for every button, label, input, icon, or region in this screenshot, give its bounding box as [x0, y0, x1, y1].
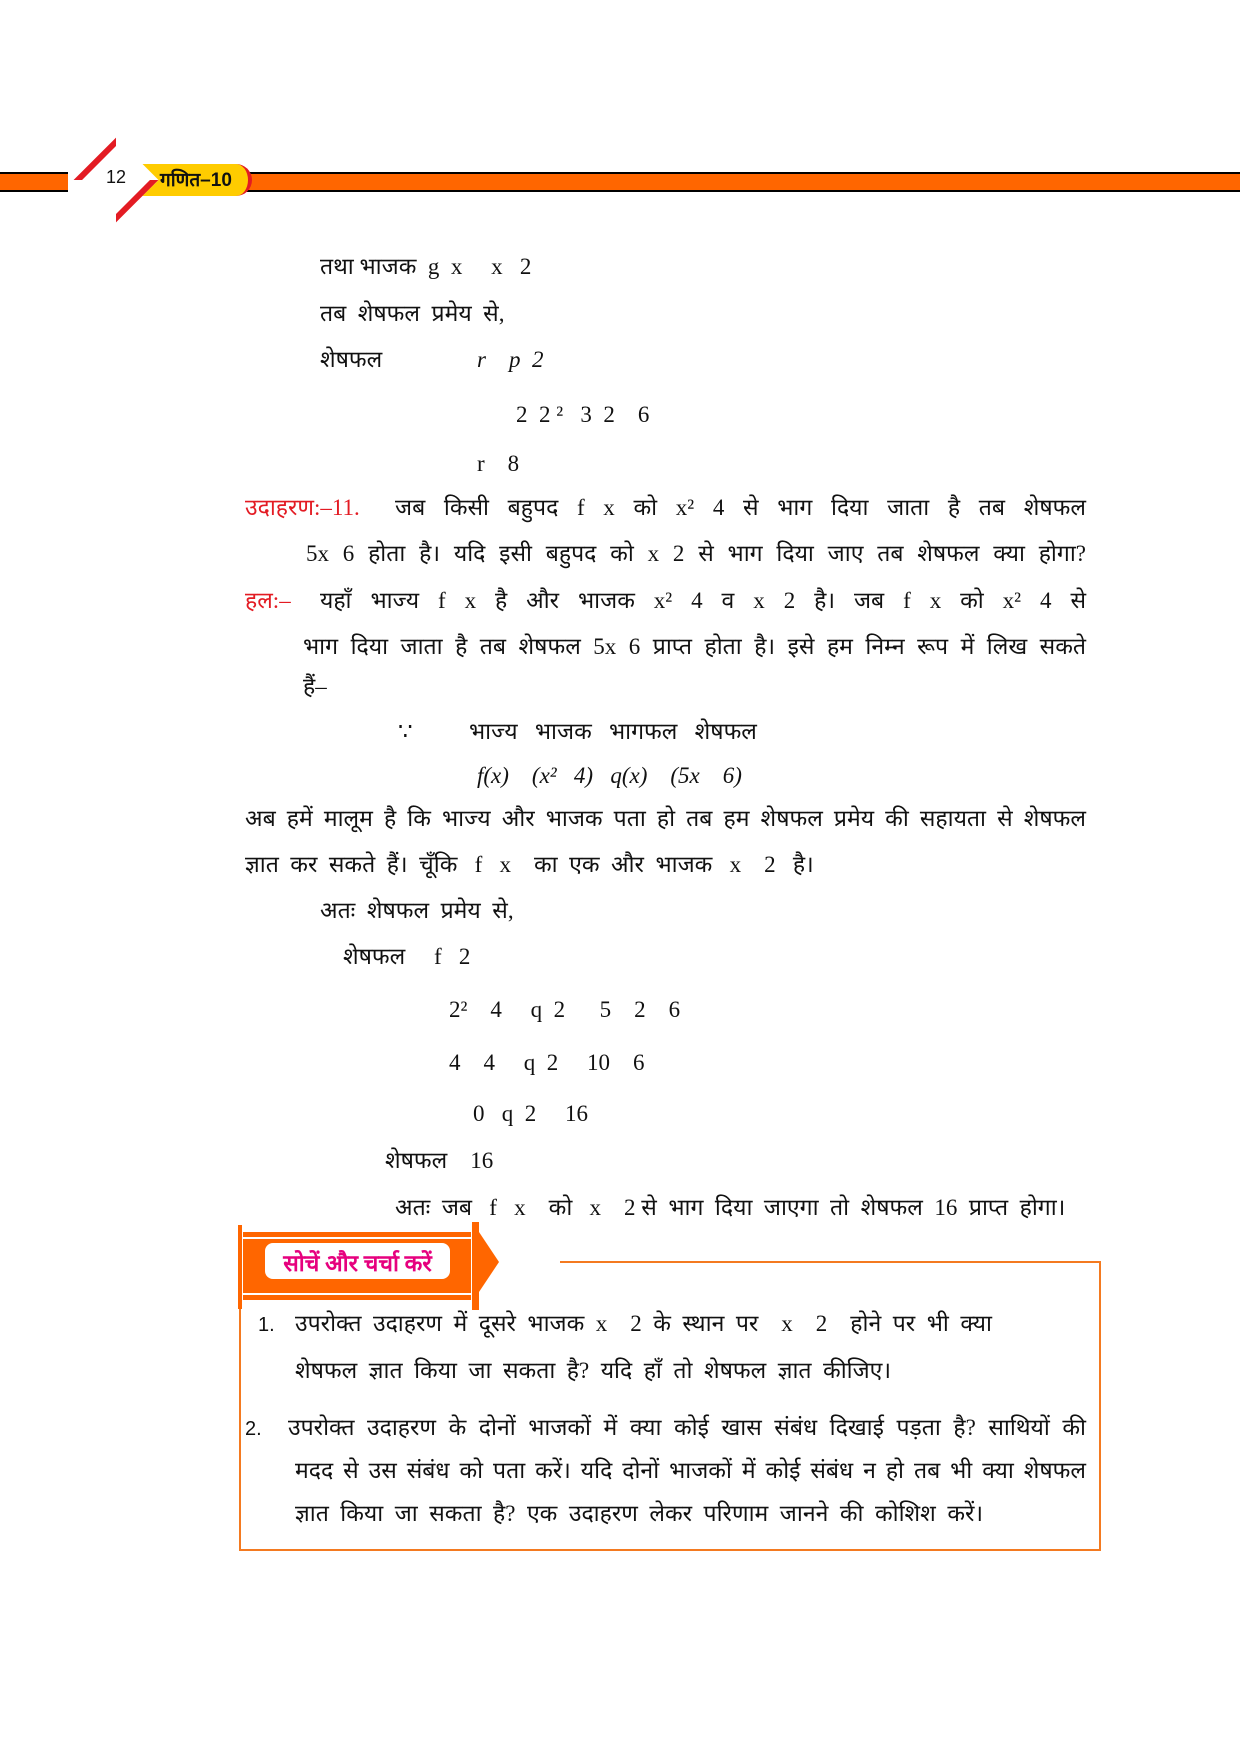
math-line: 4 4 q 2 10 6 [449, 1050, 645, 1075]
item-line: ज्ञात किया जा सकता है? एक उदाहरण लेकर परिणाम जानने की कोशिश करें। [295, 1501, 984, 1526]
arrow-icon [479, 1232, 499, 1292]
item-number: 1. [258, 1314, 275, 1336]
math-line: f(x) (x² 4) q(x) (5x 6) [477, 763, 742, 788]
math-line: 2² 4 q 2 5 2 6 [449, 997, 681, 1022]
text-line: शेषफल [320, 347, 383, 372]
text-line: यहाँ भाज्य f x है और भाजक x² 4 व x 2 है। जब f x को x² 4 से [320, 588, 1086, 613]
band-right-post [472, 1222, 479, 1310]
math-line: 2 2 ² 3 2 6 [516, 402, 650, 427]
text-line: शेषफल 16 [385, 1148, 494, 1173]
math-line: r 8 [477, 451, 520, 476]
text-line: जब किसी बहुपद f x को x² 4 से भाग दिया जाता है तब शेषफल [395, 495, 1086, 520]
text-line: भाज्य भाजक भागफल शेषफल [469, 719, 757, 744]
text-line: अतः शेषफल प्रमेय से, [320, 898, 514, 923]
think-box-top-line [560, 1261, 1101, 1263]
item-line: उपरोक्त उदाहरण में दूसरे भाजक x 2 के स्थान पर x 2 होने पर भी क्या [295, 1311, 992, 1336]
example-label: उदाहरण:–11. [245, 495, 360, 520]
solution-label: हल:– [245, 588, 291, 613]
book-title: गणित–10 [160, 170, 232, 191]
text-line: भाग दिया जाता है तब शेषफल 5x 6 प्राप्त होता है। इसे हम निम्न रूप में लिख सकते [303, 634, 1086, 659]
math-line: r p 2 [477, 347, 544, 372]
item-number: 2. [245, 1418, 262, 1440]
item-line: मदद से उस संबंध को पता करें। यदि दोनों भाजकों में कोई संबंध न हो तब भी क्या शेषफल [295, 1458, 1086, 1483]
item-line: उपरोक्त उदाहरण के दोनों भाजकों में क्या कोई खास संबंध दिखाई पड़ता है? साथियों की [288, 1415, 1086, 1440]
item-line: शेषफल ज्ञात किया जा सकता है? यदि हाँ तो शेषफल ज्ञात कीजिए। [295, 1358, 892, 1383]
text-line: अब हमें मालूम है कि भाज्य और भाजक पता हो तब हम शेषफल प्रमेय की सहायता से शेषफल [245, 806, 1086, 831]
think-box-title: सोचें और चर्चा करें [283, 1251, 432, 1276]
text-line: हैं– [303, 674, 327, 699]
text-line: ज्ञात कर सकते हैं। चूँकि f x का एक और भाजक x 2 है। [245, 852, 814, 877]
text-line: अतः जब f x को x 2 से भाग दिया जाएगा तो शेषफल 16 प्राप्त होगा। [395, 1195, 1066, 1220]
because-symbol: ∵ [398, 719, 413, 744]
text-line: शेषफल f 2 [343, 944, 471, 969]
text-line: तब शेषफल प्रमेय से, [320, 301, 505, 326]
text-line: 5x 6 होता है। यदि इसी बहुपद को x 2 से भाग दिया जाए तब शेषफल क्या होगा? [306, 541, 1086, 566]
text-line: तथा भाजक g x x 2 [320, 254, 532, 279]
page-number: 12 [105, 167, 127, 187]
math-line: 0 q 2 16 [473, 1101, 588, 1126]
band-left-post [238, 1225, 242, 1309]
